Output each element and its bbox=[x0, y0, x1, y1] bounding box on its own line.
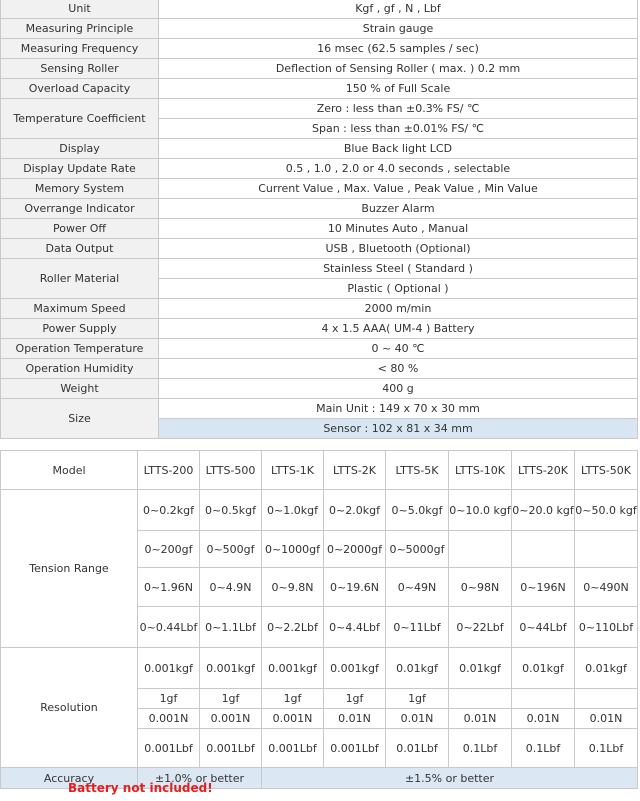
resolution-cell: 0.001kgf bbox=[200, 648, 262, 689]
resolution-cell: 0.01kgf bbox=[386, 648, 449, 689]
spec-value: 400 g bbox=[159, 379, 638, 399]
tension-cell: 0~196N bbox=[512, 568, 575, 607]
tension-cell: 0~1.0kgf bbox=[262, 490, 324, 531]
tension-cell: 0~2000gf bbox=[324, 531, 386, 568]
spec-label: Overload Capacity bbox=[1, 79, 159, 99]
spec-label: Temperature Coefficient bbox=[1, 99, 159, 139]
spec-label: Roller Material bbox=[1, 259, 159, 299]
spec-row-principle bbox=[1, 19, 638, 39]
spec-value: USB , Bluetooth (Optional) bbox=[159, 239, 638, 259]
spec-row-power-supply bbox=[1, 319, 638, 339]
resolution-cell: 0.01N bbox=[575, 709, 638, 729]
resolution-cell: 0.01N bbox=[324, 709, 386, 729]
spec-value: 4 x 1.5 AAA( UM-4 ) Battery bbox=[159, 319, 638, 339]
resolution-cell: 0.1Lbf bbox=[512, 729, 575, 768]
resolution-cell: 1gf bbox=[262, 689, 324, 709]
spec-label: Measuring Principle bbox=[1, 19, 159, 39]
spec-row-roller-material bbox=[1, 259, 638, 279]
tension-cell: 0~1.96N bbox=[138, 568, 200, 607]
resolution-cell: 0.001Lbf bbox=[138, 729, 200, 768]
tension-cell: 0~1000gf bbox=[262, 531, 324, 568]
spec-value: 0.5 , 1.0 , 2.0 or 4.0 seconds , selectable bbox=[159, 159, 638, 179]
tension-cell: 0~2.0kgf bbox=[324, 490, 386, 531]
spec-value: Kgf , gf , N , Lbf bbox=[159, 0, 638, 19]
tension-cell: 0~49N bbox=[386, 568, 449, 607]
resolution-cell bbox=[449, 689, 512, 709]
spec-label: Power Supply bbox=[1, 319, 159, 339]
spec-row-overload bbox=[1, 79, 638, 99]
tension-cell: 0~20.0 kgf bbox=[512, 490, 575, 531]
spec-row-memory bbox=[1, 179, 638, 199]
spec-label: Overrange Indicator bbox=[1, 199, 159, 219]
tension-cell: 0~4.9N bbox=[200, 568, 262, 607]
tension-cell: 0~44Lbf bbox=[512, 607, 575, 648]
resolution-cell: 0.001Lbf bbox=[324, 729, 386, 768]
model-table bbox=[0, 450, 638, 789]
tension-cell: 0~110Lbf bbox=[575, 607, 638, 648]
spec-row-op-temp bbox=[1, 339, 638, 359]
tension-cell: 0~5.0kgf bbox=[386, 490, 449, 531]
resolution-cell: 0.01N bbox=[512, 709, 575, 729]
tension-row bbox=[1, 490, 638, 531]
model-name: LTTS-2K bbox=[324, 451, 386, 490]
resolution-cell: 0.01kgf bbox=[512, 648, 575, 689]
resolution-cell: 0.001kgf bbox=[138, 648, 200, 689]
tension-cell: 0~2.2Lbf bbox=[262, 607, 324, 648]
spec-label: Display Update Rate bbox=[1, 159, 159, 179]
tension-cell bbox=[449, 531, 512, 568]
spec-label: Memory System bbox=[1, 179, 159, 199]
spec-row-overrange bbox=[1, 199, 638, 219]
resolution-cell: 0.001Lbf bbox=[262, 729, 324, 768]
tension-cell: 0~200gf bbox=[138, 531, 200, 568]
tension-cell: 0~0.5kgf bbox=[200, 490, 262, 531]
accuracy-label: Accuracy bbox=[1, 768, 138, 789]
spec-row-speed bbox=[1, 299, 638, 319]
tension-cell: 0~19.6N bbox=[324, 568, 386, 607]
tension-cell: 0~5000gf bbox=[386, 531, 449, 568]
tension-cell: 0~22Lbf bbox=[449, 607, 512, 648]
tension-cell: 0~11Lbf bbox=[386, 607, 449, 648]
spec-row-weight bbox=[1, 379, 638, 399]
spec-label: Sensing Roller bbox=[1, 59, 159, 79]
resolution-cell: 0.001kgf bbox=[324, 648, 386, 689]
spec-value: Stainless Steel ( Standard ) bbox=[159, 259, 638, 279]
tension-cell: 0~50.0 kgf bbox=[575, 490, 638, 531]
resolution-label: Resolution bbox=[1, 648, 138, 768]
resolution-cell: 0.01kgf bbox=[575, 648, 638, 689]
resolution-cell: 0.01N bbox=[449, 709, 512, 729]
spec-value: 10 Minutes Auto , Manual bbox=[159, 219, 638, 239]
spec-value: 2000 m/min bbox=[159, 299, 638, 319]
resolution-cell: 0.001N bbox=[138, 709, 200, 729]
battery-note: Battery not included! bbox=[68, 781, 213, 795]
spec-row-update bbox=[1, 159, 638, 179]
model-name: LTTS-200 bbox=[138, 451, 200, 490]
spec-row-display bbox=[1, 139, 638, 159]
spec-row-op-humidity bbox=[1, 359, 638, 379]
tension-cell: 0~1.1Lbf bbox=[200, 607, 262, 648]
tension-range-label: Tension Range bbox=[1, 490, 138, 648]
spec-value: < 80 % bbox=[159, 359, 638, 379]
accuracy-value-b: ±1.5% or better bbox=[262, 768, 638, 789]
spec-value: Main Unit : 149 x 70 x 30 mm bbox=[159, 399, 638, 419]
spec-row-unit bbox=[1, 0, 638, 19]
tension-cell: 0~0.2kgf bbox=[138, 490, 200, 531]
spec-row-size bbox=[1, 399, 638, 419]
spec-row-frequency bbox=[1, 39, 638, 59]
resolution-row bbox=[1, 648, 638, 689]
resolution-cell: 0.1Lbf bbox=[575, 729, 638, 768]
spec-value: Span : less than ±0.01% FS/ ℃ bbox=[159, 119, 638, 139]
spec-value: Deflection of Sensing Roller ( max. ) 0.2 mm bbox=[159, 59, 638, 79]
spec-label: Data Output bbox=[1, 239, 159, 259]
tension-cell: 0~9.8N bbox=[262, 568, 324, 607]
resolution-cell: 0.001N bbox=[262, 709, 324, 729]
model-name: LTTS-500 bbox=[200, 451, 262, 490]
spec-value: 0 ~ 40 ℃ bbox=[159, 339, 638, 359]
spec-row-temp-coeff bbox=[1, 99, 638, 119]
spec-value: Plastic ( Optional ) bbox=[159, 279, 638, 299]
spec-value: 150 % of Full Scale bbox=[159, 79, 638, 99]
spec-label: Operation Temperature bbox=[1, 339, 159, 359]
tension-cell bbox=[575, 531, 638, 568]
model-name: LTTS-5K bbox=[386, 451, 449, 490]
model-name: LTTS-1K bbox=[262, 451, 324, 490]
tension-cell: 0~490N bbox=[575, 568, 638, 607]
resolution-cell: 1gf bbox=[200, 689, 262, 709]
spec-value: Strain gauge bbox=[159, 19, 638, 39]
model-header-label: Model bbox=[1, 451, 138, 490]
spec-label: Measuring Frequency bbox=[1, 39, 159, 59]
resolution-cell bbox=[575, 689, 638, 709]
resolution-cell: 0.001kgf bbox=[262, 648, 324, 689]
resolution-cell: 1gf bbox=[324, 689, 386, 709]
spec-value: Buzzer Alarm bbox=[159, 199, 638, 219]
spec-label: Operation Humidity bbox=[1, 359, 159, 379]
spec-value: Zero : less than ±0.3% FS/ ℃ bbox=[159, 99, 638, 119]
tension-cell: 0~98N bbox=[449, 568, 512, 607]
spec-value: Blue Back light LCD bbox=[159, 139, 638, 159]
spec-value: Sensor : 102 x 81 x 34 mm bbox=[159, 419, 638, 439]
spec-value: Current Value , Max. Value , Peak Value , Min Value bbox=[159, 179, 638, 199]
spec-row-roller bbox=[1, 59, 638, 79]
tension-cell: 0~4.4Lbf bbox=[324, 607, 386, 648]
spec-row-data-output bbox=[1, 239, 638, 259]
tension-cell bbox=[512, 531, 575, 568]
tension-cell: 0~10.0 kgf bbox=[449, 490, 512, 531]
resolution-cell: 0.001Lbf bbox=[200, 729, 262, 768]
spec-label: Weight bbox=[1, 379, 159, 399]
model-name: LTTS-50K bbox=[575, 451, 638, 490]
resolution-cell: 0.01Lbf bbox=[386, 729, 449, 768]
spec-row-power-off bbox=[1, 219, 638, 239]
spec-label: Size bbox=[1, 399, 159, 439]
resolution-cell: 1gf bbox=[386, 689, 449, 709]
accuracy-value-a: ±1.0% or better bbox=[138, 768, 262, 789]
resolution-cell: 0.01kgf bbox=[449, 648, 512, 689]
tension-cell: 0~0.44Lbf bbox=[138, 607, 200, 648]
spec-label: Maximum Speed bbox=[1, 299, 159, 319]
spec-label: Unit bbox=[1, 0, 159, 19]
resolution-cell bbox=[512, 689, 575, 709]
model-header-row bbox=[1, 451, 638, 490]
resolution-cell: 0.001N bbox=[200, 709, 262, 729]
resolution-cell: 1gf bbox=[138, 689, 200, 709]
model-name: LTTS-10K bbox=[449, 451, 512, 490]
tension-cell: 0~500gf bbox=[200, 531, 262, 568]
spec-value: 16 msec (62.5 samples / sec) bbox=[159, 39, 638, 59]
spec-label: Display bbox=[1, 139, 159, 159]
resolution-cell: 0.01N bbox=[386, 709, 449, 729]
model-name: LTTS-20K bbox=[512, 451, 575, 490]
spec-label: Power Off bbox=[1, 219, 159, 239]
resolution-cell: 0.1Lbf bbox=[449, 729, 512, 768]
